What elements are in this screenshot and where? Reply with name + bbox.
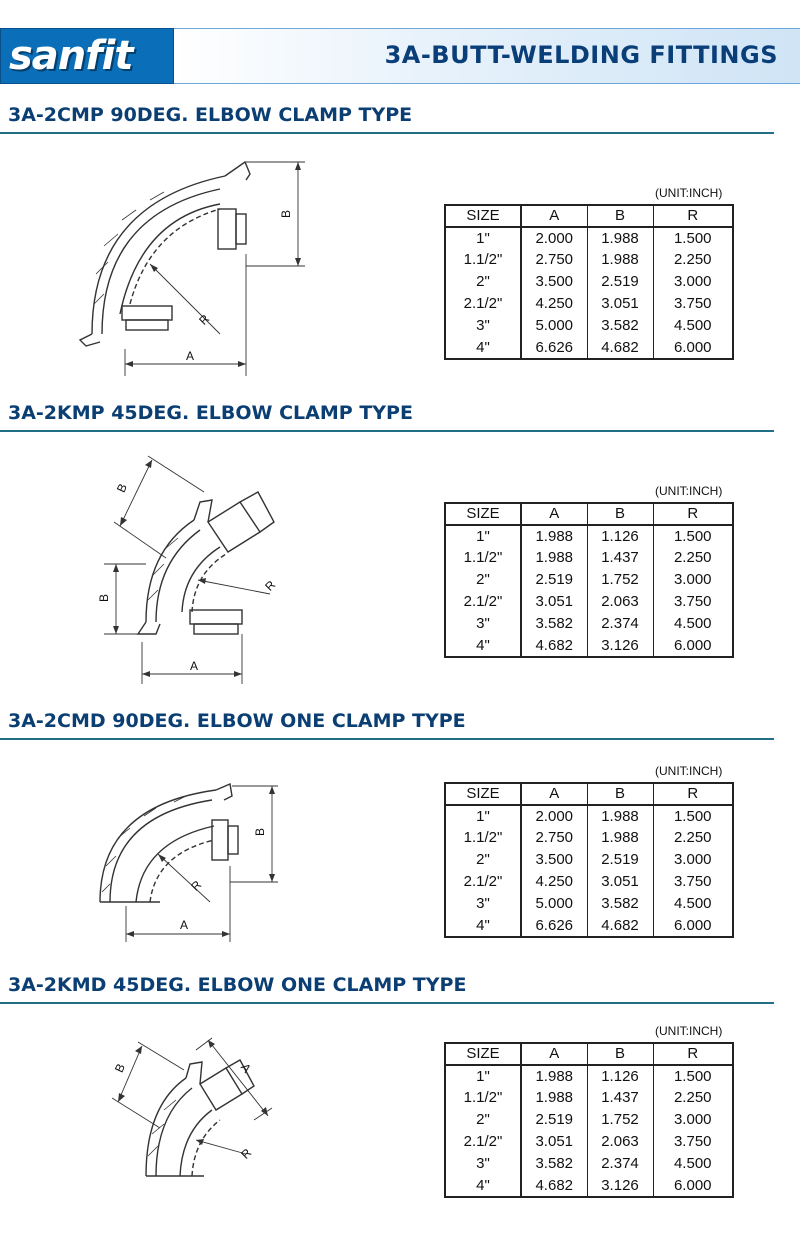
table-row: 2" 3.500 2.519 3.000 <box>445 849 733 871</box>
section-title: 3A-2CMP 90DEG. ELBOW CLAMP TYPE <box>8 104 413 126</box>
dim-label-b: B <box>111 1061 129 1075</box>
table-row: 4" 6.626 4.682 6.000 <box>445 915 733 937</box>
spec-table-2cmd <box>444 782 734 938</box>
table-row: 1.1/2" 2.750 1.988 2.250 <box>445 827 733 849</box>
col-b: B <box>587 783 653 805</box>
dim-label-a: A <box>180 918 189 932</box>
section-title: 3A-2KMD 45DEG. ELBOW ONE CLAMP TYPE <box>8 974 467 996</box>
table-row: 1.1/2" 2.750 1.988 2.250 <box>445 249 733 271</box>
col-a: A <box>521 783 587 805</box>
dim-label-b: B <box>279 209 293 218</box>
section-divider <box>0 738 774 740</box>
col-size: SIZE <box>445 783 521 805</box>
col-a: A <box>521 503 587 525</box>
page-header <box>0 28 800 84</box>
dim-label-b: B <box>253 827 267 836</box>
dim-label-r: R <box>262 577 279 594</box>
elbow-90-one-clamp-drawing <box>80 776 300 946</box>
spec-table-2kmd <box>444 1042 734 1198</box>
dim-label-a: A <box>186 349 195 363</box>
dim-label-r: R <box>196 311 213 328</box>
unit-note: (UNIT:INCH) <box>655 764 723 778</box>
col-r: R <box>653 1043 733 1065</box>
table-row: 3" 5.000 3.582 4.500 <box>445 315 733 337</box>
col-size: SIZE <box>445 205 521 227</box>
col-r: R <box>653 783 733 805</box>
table-row: 1" 2.000 1.988 1.500 <box>445 227 733 249</box>
spec-table-2cmp <box>444 204 734 360</box>
col-size: SIZE <box>445 1043 521 1065</box>
spec-table-2kmp <box>444 502 734 658</box>
table-row: 4" 6.626 4.682 6.000 <box>445 337 733 359</box>
table-row: 3" 3.582 2.374 4.500 <box>445 613 733 635</box>
dim-label-a: A <box>238 1060 254 1076</box>
table-row: 2" 3.500 2.519 3.000 <box>445 271 733 293</box>
table-row: 2.1/2" 4.250 3.051 3.750 <box>445 293 733 315</box>
table-row: 1.1/2" 1.988 1.437 2.250 <box>445 547 733 569</box>
logo-wordmark: sanfit <box>9 33 133 79</box>
section-divider <box>0 132 774 134</box>
table-row: 3" 5.000 3.582 4.500 <box>445 893 733 915</box>
dim-label-b-upper: B <box>113 481 131 495</box>
table-row: 1" 2.000 1.988 1.500 <box>445 805 733 827</box>
col-b: B <box>587 503 653 525</box>
col-r: R <box>653 503 733 525</box>
col-size: SIZE <box>445 503 521 525</box>
table-row: 2.1/2" 4.250 3.051 3.750 <box>445 871 733 893</box>
sanfit-logo <box>0 28 174 84</box>
dim-label-b-lower: B <box>97 593 111 602</box>
table-row: 4" 4.682 3.126 6.000 <box>445 1175 733 1197</box>
elbow-45-clamp-drawing <box>90 452 310 692</box>
table-row: 2" 2.519 1.752 3.000 <box>445 1109 733 1131</box>
table-row: 1.1/2" 1.988 1.437 2.250 <box>445 1087 733 1109</box>
dim-label-r: R <box>238 1145 255 1162</box>
col-b: B <box>587 205 653 227</box>
dim-label-a: A <box>190 659 199 673</box>
table-row: 2" 2.519 1.752 3.000 <box>445 569 733 591</box>
col-r: R <box>653 205 733 227</box>
table-row: 1" 1.988 1.126 1.500 <box>445 1065 733 1087</box>
section-title: 3A-2KMP 45DEG. ELBOW CLAMP TYPE <box>8 402 413 424</box>
section-divider <box>0 1002 774 1004</box>
col-a: A <box>521 205 587 227</box>
unit-note: (UNIT:INCH) <box>655 484 723 498</box>
title-banner <box>174 28 800 84</box>
elbow-90-clamp-drawing <box>60 154 320 384</box>
table-row: 2.1/2" 3.051 2.063 3.750 <box>445 591 733 613</box>
table-row: 4" 4.682 3.126 6.000 <box>445 635 733 657</box>
table-row: 3" 3.582 2.374 4.500 <box>445 1153 733 1175</box>
table-row: 2.1/2" 3.051 2.063 3.750 <box>445 1131 733 1153</box>
col-a: A <box>521 1043 587 1065</box>
unit-note: (UNIT:INCH) <box>655 1024 723 1038</box>
dim-label-r: R <box>188 877 205 894</box>
section-title: 3A-2CMD 90DEG. ELBOW ONE CLAMP TYPE <box>8 710 466 732</box>
elbow-45-one-clamp-drawing <box>100 1036 300 1196</box>
table-row: 1" 1.988 1.126 1.500 <box>445 525 733 547</box>
page-title: 3A-BUTT-WELDING FITTINGS <box>384 41 778 69</box>
col-b: B <box>587 1043 653 1065</box>
section-divider <box>0 430 774 432</box>
unit-note: (UNIT:INCH) <box>655 186 723 200</box>
